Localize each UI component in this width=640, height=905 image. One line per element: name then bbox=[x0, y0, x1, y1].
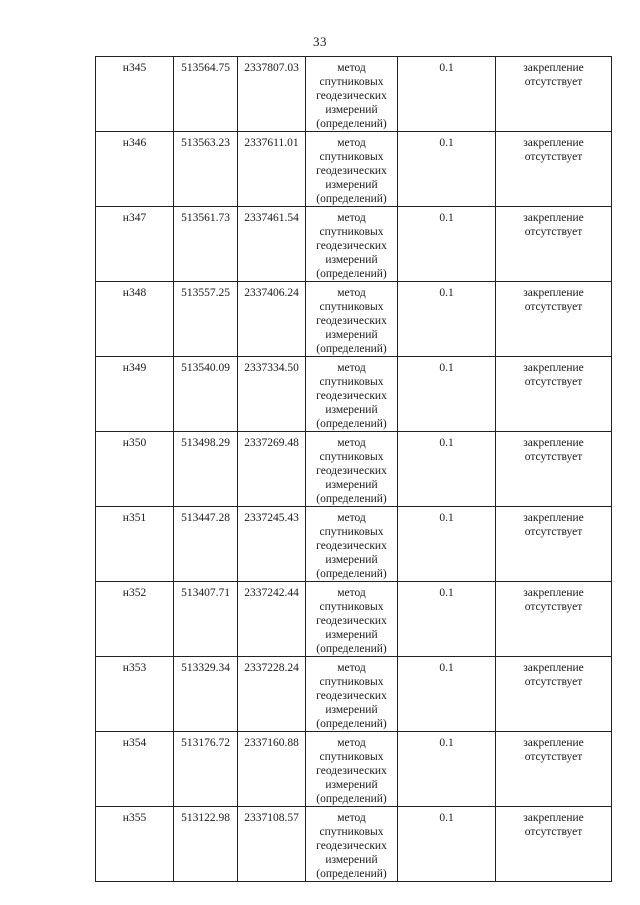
accuracy-cell: 0.1 bbox=[398, 807, 496, 882]
y-coordinate-cell: 2337334.50 bbox=[238, 357, 306, 432]
point-id-cell: н347 bbox=[96, 207, 174, 282]
x-coordinate-cell: 513176.72 bbox=[174, 732, 238, 807]
table-row bbox=[96, 732, 612, 807]
table-row bbox=[96, 432, 612, 507]
x-coordinate-cell: 513407.71 bbox=[174, 582, 238, 657]
table-row bbox=[96, 207, 612, 282]
accuracy-cell: 0.1 bbox=[398, 357, 496, 432]
point-id-cell: н349 bbox=[96, 357, 174, 432]
method-cell: метод спутниковых геодезических измерений (определений) bbox=[306, 132, 398, 207]
y-coordinate-cell: 2337242.44 bbox=[238, 582, 306, 657]
point-id-cell: н352 bbox=[96, 582, 174, 657]
x-coordinate-cell: 513557.25 bbox=[174, 282, 238, 357]
fixing-description-cell: закрепление отсутствует bbox=[496, 282, 612, 357]
method-cell: метод спутниковых геодезических измерений (определений) bbox=[306, 507, 398, 582]
x-coordinate-cell: 513540.09 bbox=[174, 357, 238, 432]
fixing-description-cell: закрепление отсутствует bbox=[496, 582, 612, 657]
x-coordinate-cell: 513498.29 bbox=[174, 432, 238, 507]
x-coordinate-cell: 513564.75 bbox=[174, 57, 238, 132]
accuracy-cell: 0.1 bbox=[398, 207, 496, 282]
coordinates-table bbox=[95, 56, 612, 882]
x-coordinate-cell: 513563.23 bbox=[174, 132, 238, 207]
fixing-description-cell: закрепление отсутствует bbox=[496, 207, 612, 282]
point-id-cell: н345 bbox=[96, 57, 174, 132]
table-row bbox=[96, 507, 612, 582]
method-cell: метод спутниковых геодезических измерений (определений) bbox=[306, 657, 398, 732]
accuracy-cell: 0.1 bbox=[398, 582, 496, 657]
table-row bbox=[96, 582, 612, 657]
accuracy-cell: 0.1 bbox=[398, 732, 496, 807]
method-cell: метод спутниковых геодезических измерений (определений) bbox=[306, 207, 398, 282]
fixing-description-cell: закрепление отсутствует bbox=[496, 507, 612, 582]
fixing-description-cell: закрепление отсутствует bbox=[496, 732, 612, 807]
y-coordinate-cell: 2337807.03 bbox=[238, 57, 306, 132]
fixing-description-cell: закрепление отсутствует bbox=[496, 807, 612, 882]
accuracy-cell: 0.1 bbox=[398, 132, 496, 207]
point-id-cell: н348 bbox=[96, 282, 174, 357]
table-row bbox=[96, 807, 612, 882]
table-row bbox=[96, 657, 612, 732]
method-cell: метод спутниковых геодезических измерений (определений) bbox=[306, 282, 398, 357]
page-number: 33 bbox=[313, 34, 327, 49]
method-cell: метод спутниковых геодезических измерений (определений) bbox=[306, 432, 398, 507]
point-id-cell: н354 bbox=[96, 732, 174, 807]
y-coordinate-cell: 2337461.54 bbox=[238, 207, 306, 282]
table-row bbox=[96, 357, 612, 432]
accuracy-cell: 0.1 bbox=[398, 282, 496, 357]
method-cell: метод спутниковых геодезических измерений (определений) bbox=[306, 57, 398, 132]
accuracy-cell: 0.1 bbox=[398, 432, 496, 507]
y-coordinate-cell: 2337406.24 bbox=[238, 282, 306, 357]
point-id-cell: н350 bbox=[96, 432, 174, 507]
y-coordinate-cell: 2337245.43 bbox=[238, 507, 306, 582]
coordinates-table-body bbox=[96, 57, 612, 882]
point-id-cell: н351 bbox=[96, 507, 174, 582]
accuracy-cell: 0.1 bbox=[398, 657, 496, 732]
x-coordinate-cell: 513329.34 bbox=[174, 657, 238, 732]
table-row bbox=[96, 57, 612, 132]
table-row bbox=[96, 282, 612, 357]
point-id-cell: н346 bbox=[96, 132, 174, 207]
y-coordinate-cell: 2337611.01 bbox=[238, 132, 306, 207]
point-id-cell: н355 bbox=[96, 807, 174, 882]
method-cell: метод спутниковых геодезических измерений (определений) bbox=[306, 357, 398, 432]
y-coordinate-cell: 2337108.57 bbox=[238, 807, 306, 882]
y-coordinate-cell: 2337160.88 bbox=[238, 732, 306, 807]
x-coordinate-cell: 513122.98 bbox=[174, 807, 238, 882]
fixing-description-cell: закрепление отсутствует bbox=[496, 132, 612, 207]
method-cell: метод спутниковых геодезических измерений (определений) bbox=[306, 582, 398, 657]
y-coordinate-cell: 2337228.24 bbox=[238, 657, 306, 732]
fixing-description-cell: закрепление отсутствует bbox=[496, 432, 612, 507]
y-coordinate-cell: 2337269.48 bbox=[238, 432, 306, 507]
accuracy-cell: 0.1 bbox=[398, 507, 496, 582]
fixing-description-cell: закрепление отсутствует bbox=[496, 357, 612, 432]
method-cell: метод спутниковых геодезических измерений (определений) bbox=[306, 807, 398, 882]
fixing-description-cell: закрепление отсутствует bbox=[496, 657, 612, 732]
x-coordinate-cell: 513447.28 bbox=[174, 507, 238, 582]
point-id-cell: н353 bbox=[96, 657, 174, 732]
x-coordinate-cell: 513561.73 bbox=[174, 207, 238, 282]
fixing-description-cell: закрепление отсутствует bbox=[496, 57, 612, 132]
method-cell: метод спутниковых геодезических измерений (определений) bbox=[306, 732, 398, 807]
table-row bbox=[96, 132, 612, 207]
accuracy-cell: 0.1 bbox=[398, 57, 496, 132]
